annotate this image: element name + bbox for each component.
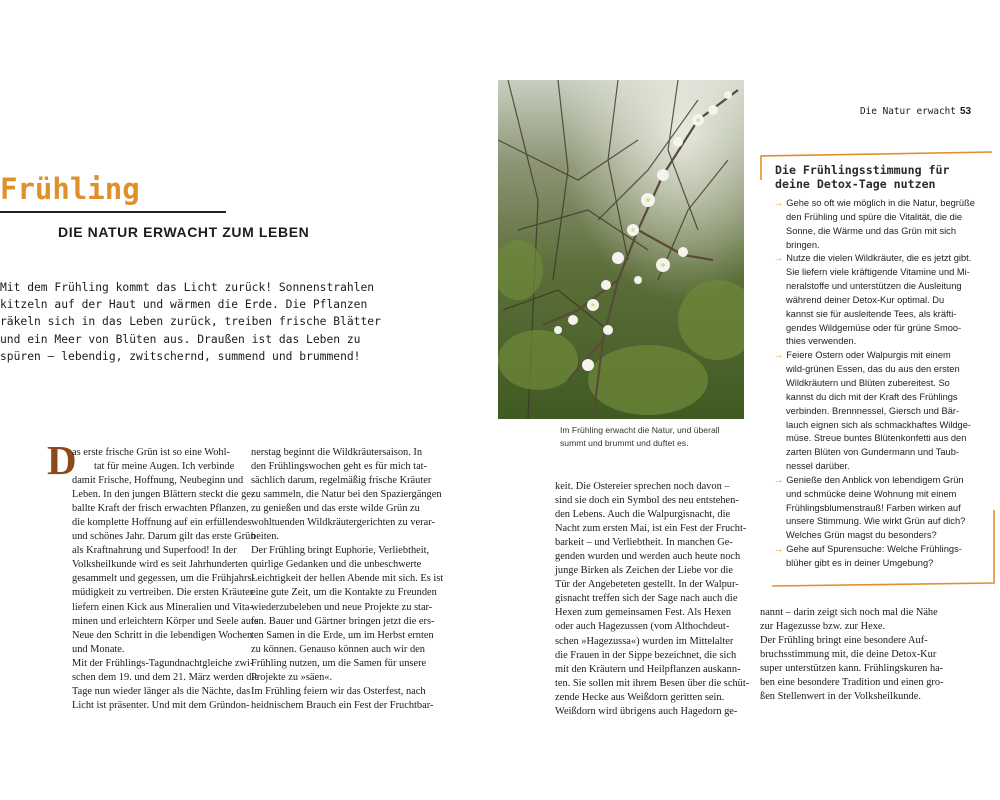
body-line: die komplette Hoffnung auf ein erfüllendes xyxy=(72,517,252,529)
tip-item-line xyxy=(774,349,975,363)
body-line: minen und erleichtern Körper und Seele aufs xyxy=(72,615,259,627)
intro-line: Mit dem Frühling kommt das Licht zurück! Sonnenstrahlen xyxy=(0,281,375,294)
page-subtitle: DIE NATUR ERWACHT ZUM LEBEN xyxy=(58,224,310,240)
body-line: liefern einen Kick aus Mineralien und Vita- xyxy=(72,601,253,613)
body-line: den Frühlingswochen geht es für mich tat- xyxy=(251,461,428,473)
tip-item-line: Welches Grün magst du besonders? xyxy=(786,530,937,541)
tip-item-line: nessel darüber. xyxy=(786,461,850,472)
intro-line: spüren – lebendig, zwitschernd, summend und brummend! xyxy=(0,349,361,363)
drop-cap: D xyxy=(47,437,77,483)
body-line: und schönes Jahr. Darum gilt das erste Grün xyxy=(72,531,256,543)
tip-item-text: Nutze die vielen Wildkräuter, die es jetzt gibt. xyxy=(786,253,972,264)
tip-box-title-line: Die Frühlingsstimmung für xyxy=(775,163,950,177)
body-line: zu sammeln, die Natur bei den Spaziergängen xyxy=(251,489,442,501)
body-line: Tage nun wieder länger als die Nächte, das xyxy=(72,685,251,697)
tip-item-line: Frühlingsblumenstrauß! Farben wirken auf xyxy=(786,502,961,513)
tip-item-line: müse. Streue buntes Blütenkonfetti aus den xyxy=(786,433,967,444)
body-line: beiten. xyxy=(251,531,279,543)
tip-item-line: zarten Blüten von Gundermann und Taub- xyxy=(786,447,959,458)
body-line: genden wurden und werden auch heute noch xyxy=(555,551,741,563)
body-line: nannt – darin zeigt sich noch mal die Nähe xyxy=(760,607,938,618)
body-line: Hexen zum gemeinsamen Fest. Als Hexen xyxy=(555,607,732,619)
tip-item-text: Gehe auf Spurensuche: Welche Frühlings- xyxy=(786,544,962,555)
tip-item-text: Genieße den Anblick von lebendigem Grün xyxy=(786,474,964,485)
body-line: zu können. Genauso können auch wir den xyxy=(251,643,425,655)
body-line: junge Birken als Zeichen der Liebe vor die xyxy=(555,565,734,577)
arrow-right-icon: → xyxy=(774,198,784,208)
tip-item-line xyxy=(774,197,975,211)
tip-item-line: den Frühling und spüre die Vitalität, die die xyxy=(786,211,963,222)
arrow-right-icon: → xyxy=(774,474,784,485)
page-number: 53 xyxy=(959,106,972,117)
tip-item-line: thies verwenden. xyxy=(786,336,857,347)
intro-paragraph xyxy=(0,279,381,365)
body-line: zur Hagezusse bzw. zur Hexe. xyxy=(760,621,886,633)
body-column-3 xyxy=(555,480,749,719)
tip-item-line: wild-grünen Essen, das du aus den ersten xyxy=(786,364,960,375)
body-line: als Kraftnahrung und Superfood! In der xyxy=(72,545,237,557)
photo-caption xyxy=(560,424,720,449)
body-line: eine gute Zeit, um die Kontakte zu Freunden xyxy=(251,587,437,599)
tip-item-line: neralstoffe und unterstützen die Ausleitung xyxy=(786,281,962,292)
body-column-2 xyxy=(251,446,443,713)
arrow-right-icon: → xyxy=(774,253,784,264)
body-line: Tür der Angebeteten gestellt. In der Walpur- xyxy=(555,579,739,591)
body-line: Im Frühling feiern wir das Osterfest, nach xyxy=(251,685,426,697)
body-line: heidnischem Brauch ein Fest der Fruchtbar- xyxy=(251,699,434,711)
body-line: ten. Bauer und Gärtner bringen jetzt die ers- xyxy=(251,615,435,627)
body-line: barkeit – und Verliebtheit. In manchen Ge- xyxy=(555,537,733,549)
body-line: die Frauen in der Sippe bezeichnet, die sich xyxy=(555,649,737,661)
intro-line: räkeln sich in das Leben zurück, treiben frische Blätter xyxy=(0,315,381,329)
body-line: müdigkeit zu vertreiben. Die ersten Kräuter xyxy=(72,587,254,599)
body-line: super unterstützen kann. Frühlingskuren ha- xyxy=(760,663,944,675)
body-line: oder auch Hagezussen (vom Althochdeut- xyxy=(555,621,730,633)
body-line: zende Hecke aus Weißdorn geritten sein. xyxy=(555,691,725,703)
tip-item-line: lauch eignen sich als schmackhaftes Wildge- xyxy=(786,419,971,430)
blossom-photo xyxy=(498,80,744,419)
body-line: quirlige Gedanken und die unbeschwerte xyxy=(251,559,422,571)
body-line: Volksheilkunde wird es seit Jahrhunderten xyxy=(72,559,248,571)
caption-line: Im Frühling erwacht die Natur, und überall xyxy=(560,425,720,435)
tip-item-line: und schmücke deine Wohnung mit einem xyxy=(786,488,957,499)
body-line: wiederzubeleben und neue Projekte zu star- xyxy=(251,601,433,613)
tip-item-line: Wildkräutern und Blüten zubereitest. So xyxy=(786,377,950,388)
tip-box-title xyxy=(775,163,950,191)
body-line: Projekte zu »säen«. xyxy=(251,671,333,683)
header-section: Die Natur erwacht xyxy=(860,106,956,117)
intro-line: und ein Meer von Blüten aus. Draußen ist das Leben zu xyxy=(0,332,361,346)
body-line: nerstag beginnt die Wildkräutersaison. In xyxy=(251,447,423,458)
body-line: Licht ist präsenter. Und mit dem Gründon- xyxy=(72,699,250,711)
tip-item-text: Gehe so oft wie möglich in die Natur, begrüße xyxy=(786,198,975,208)
tip-item-line: blüher gibt es in deiner Umgebung? xyxy=(786,557,934,568)
body-line: tat für meine Augen. Ich verbinde xyxy=(94,461,235,473)
body-column-1 xyxy=(72,446,259,713)
page-title: Frühling xyxy=(0,172,140,206)
body-line: ten. Sie sollen mit ihrem Besen über die schüt- xyxy=(555,677,750,689)
tip-item-line: bringen. xyxy=(786,239,820,250)
tip-item-line xyxy=(774,474,975,488)
body-line: bruchsstimmung mit, die deine Detox-Kur xyxy=(760,649,937,661)
tip-item-line: kannst du dich mit der Kraft des Frühlings xyxy=(786,391,958,402)
body-line: gesammelt und gegessen, um die Frühjahrs- xyxy=(72,573,255,585)
tip-item-line xyxy=(774,252,975,266)
tip-item-line: unsere Stimmung. Wie wirkt Grün auf dich? xyxy=(786,516,966,527)
body-line: Neue den Schritt in die lebendigen Wochen xyxy=(72,629,253,641)
tip-item-line: Sonne, die Wärme und das Grün mit sich xyxy=(786,225,957,236)
body-column-4 xyxy=(760,606,944,704)
body-line: ßen Stellenwert in der Volksheilkunde. xyxy=(760,691,921,703)
body-line: Der Frühling bringt Euphorie, Verliebtheit, xyxy=(251,545,430,557)
body-line: ten Samen in die Erde, um im Herbst ernten xyxy=(251,629,434,641)
tip-item-line: gendes Wildgemüse oder für grüne Smoo- xyxy=(786,322,962,333)
body-line: wohltuenden Wildkräutergerichten zu verar- xyxy=(251,517,435,529)
body-line: schen »Hagezussa«) wurden im Mittelalter xyxy=(555,635,734,647)
body-line: Der Frühling bringt eine besondere Auf- xyxy=(760,635,928,647)
tip-item-line: kannst sie für ausleitende Tees, als kräfti- xyxy=(786,308,957,319)
tip-item-text: Feiere Ostern oder Walpurgis mit einem xyxy=(786,350,951,361)
body-line: ben eine besondere Tradition und einen gro- xyxy=(760,677,944,689)
body-line: zu genießen und das erste wilde Grün zu xyxy=(251,503,420,515)
caption-line: summt und brummt und duftet es. xyxy=(560,437,689,448)
body-line: und Monate. xyxy=(72,643,125,655)
body-line: Frühling nutzen, um die Samen für unsere xyxy=(251,657,427,669)
body-line: keit. Die Ostereier sprechen noch davon – xyxy=(555,481,730,492)
body-line: sind sie doch ein Symbol des neu entstehen- xyxy=(555,495,739,507)
tip-item-line xyxy=(774,543,975,557)
body-line: gisnacht treffen sich der Sage nach auch die xyxy=(555,593,738,605)
title-rule xyxy=(0,211,226,213)
arrow-right-icon: → xyxy=(774,544,784,555)
body-line: sächlich darum, regelmäßig frische Kräuter xyxy=(251,475,432,487)
body-line: Leichtigkeit der hellen Abende mit sich. Es ist xyxy=(251,573,444,585)
body-line: damit Frische, Hoffnung, Neubeginn und xyxy=(72,475,244,487)
tip-item-line: Sie liefern viele kräftigende Vitamine und Mi- xyxy=(786,267,970,278)
arrow-right-icon: → xyxy=(774,350,784,361)
tip-item-line: verbinden. Brennnessel, Giersch und Bär- xyxy=(786,405,960,416)
body-line: den Lebens. Auch die Walpurgisnacht, die xyxy=(555,509,731,521)
body-line: Mit der Frühlings-Tagundnachtgleiche zwi- xyxy=(72,657,254,669)
body-line: schen dem 19. und dem 21. März werden die xyxy=(72,671,259,683)
tip-box-list xyxy=(774,197,975,571)
body-line: Weißdorn wird übrigens auch Hagedorn ge- xyxy=(555,705,738,717)
body-line: ballte Kraft der frisch erwachten Pflanzen, xyxy=(72,503,249,515)
body-line: as erste frische Grün ist so eine Wohl- xyxy=(72,447,230,458)
body-line: mit den Kräutern und Heilpflanzen auskann- xyxy=(555,663,741,675)
intro-line: kitzeln auf der Haut und wärmen die Erde. Die Pflanzen xyxy=(0,298,368,312)
running-header xyxy=(860,106,971,117)
tip-item-line: während deiner Detox-Kur optimal. Du xyxy=(786,294,945,305)
body-line: Nacht zum ersten Mai, ist ein Fest der Frucht- xyxy=(555,523,747,535)
tip-box-title-line: deine Detox-Tage nutzen xyxy=(775,177,936,191)
body-line: Leben. In den jungen Blättern steckt die ge- xyxy=(72,489,255,501)
